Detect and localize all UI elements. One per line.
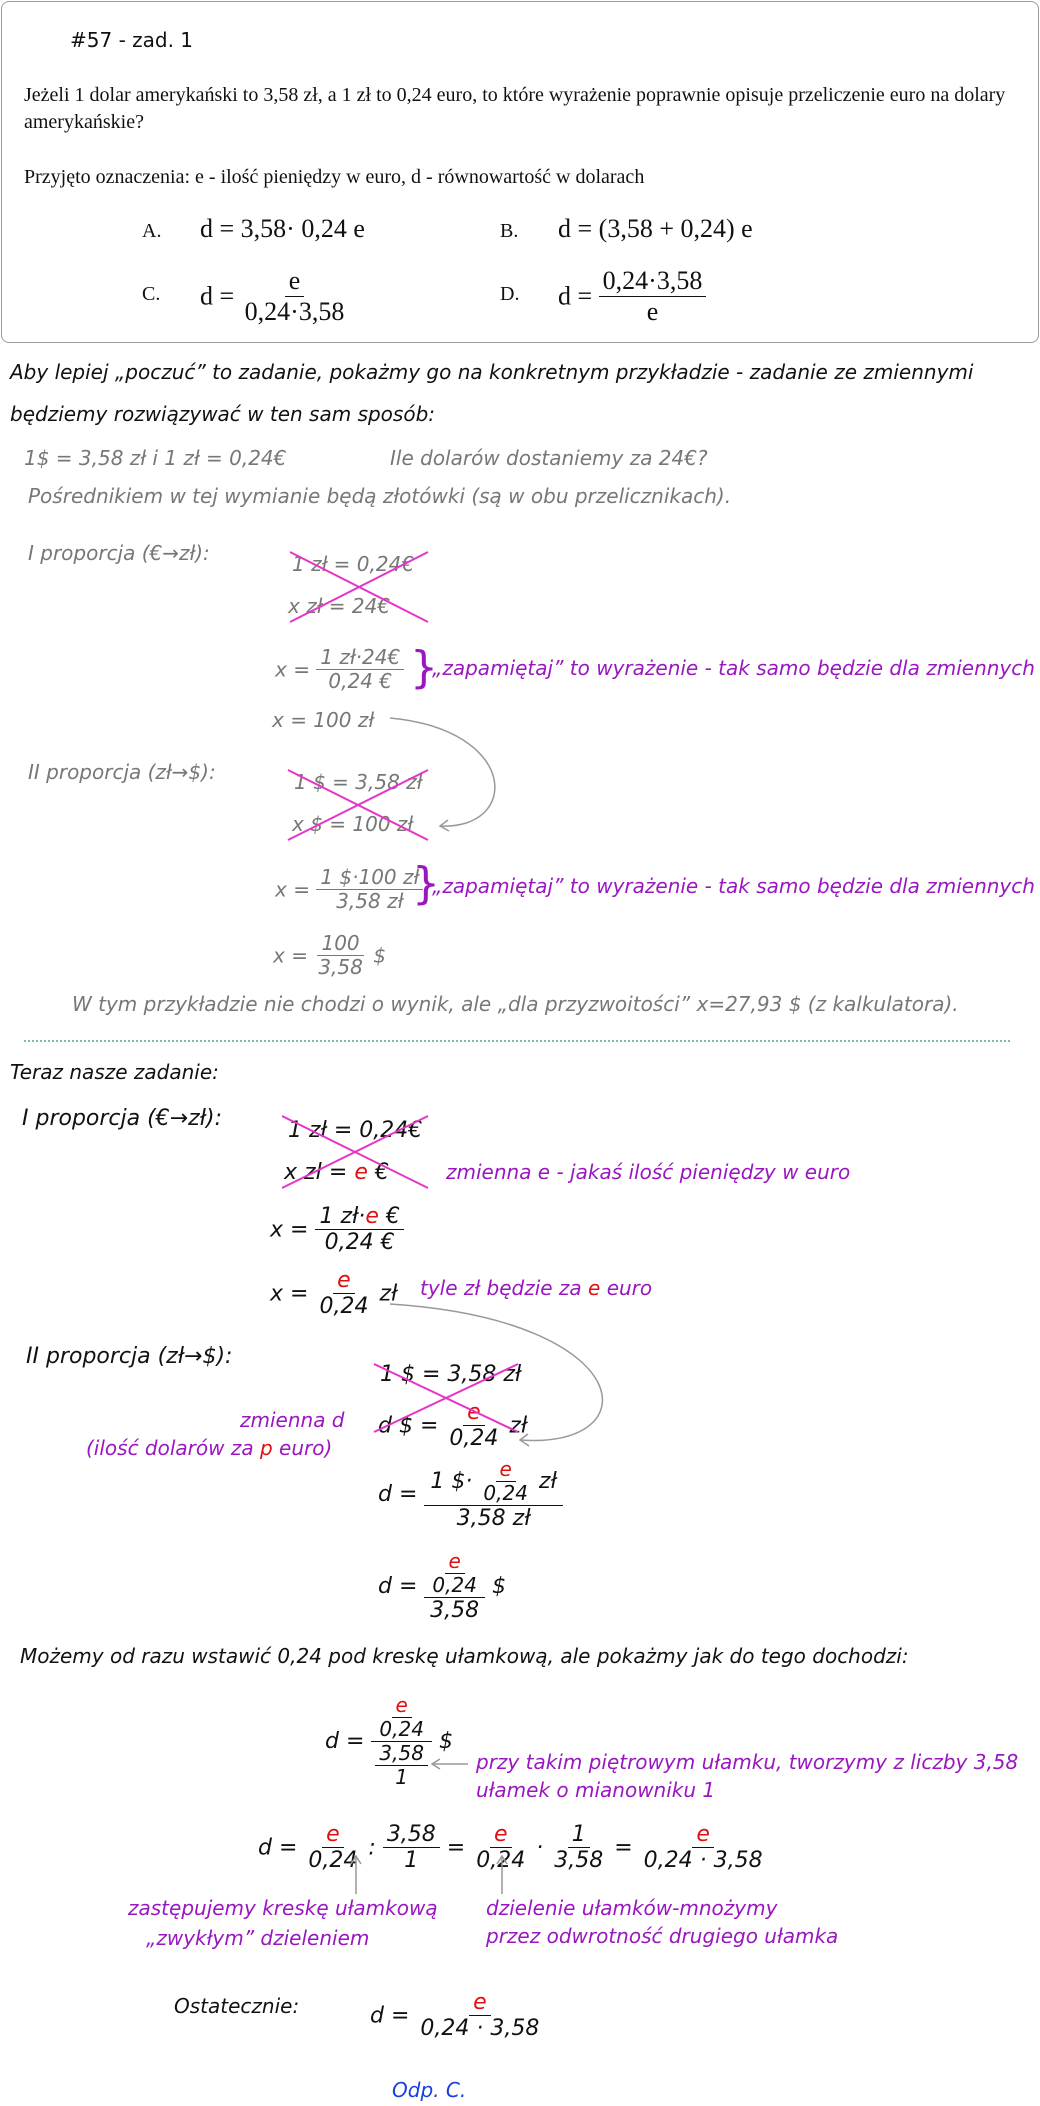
example-p2-result: x = $\frac{100}{3,58}$ $ <box>273 931 386 979</box>
solution-p2-row1: 1 $ = 3,58 zł <box>380 1362 522 1387</box>
option-b-expr: d = (3,58 + 0,24) e <box>558 214 753 243</box>
tower-note-line1: przy takim piętrowym ułamku, tworzymy z liczby 3,58 <box>476 1750 1019 1774</box>
solution-p2-label: II proporcja (zł→$): <box>26 1344 233 1369</box>
option-a-expr: d = 3,58· 0,24 e <box>200 214 365 243</box>
task-title: #57 - zad. 1 <box>70 28 194 52</box>
option-a-label: A. <box>142 220 162 242</box>
solution-p2-row2: d $ = $\frac{e}{0,24}$ zł <box>378 1400 528 1452</box>
final-label: Ostatecznie: <box>174 1994 300 2018</box>
answer: Odp. C. <box>392 2078 467 2102</box>
solution-p1-label: I proporcja (€→zł): <box>22 1106 222 1131</box>
tower-fraction: d = $\frac{\frac{e}{0,24}}{\frac{3,58}{1}}$ $ <box>325 1693 453 1789</box>
example-p2-row1: 1 $ = 3,58 zł <box>294 770 423 794</box>
var-e-note: zmienna e - jakaś ilość pieniędzy w euro <box>446 1160 851 1184</box>
example-p1-row1: 1 zł = 0,24€ <box>292 552 415 576</box>
note-right-line2: przez odwrotność drugiego ułamka <box>486 1924 839 1948</box>
solution-heading: Teraz nasze zadanie: <box>10 1060 219 1084</box>
example-p2-label: II proporcja (zł→$): <box>28 760 216 784</box>
option-b-label: B. <box>500 220 519 242</box>
example-p1-fraction: x = $\frac{1 zł\cdot 24€}{0,24 €}$ <box>275 646 404 693</box>
example-intro-line2: będziemy rozwiązywać w ten sam sposób: <box>10 402 436 426</box>
derivation-intro: Możemy od razu wstawić 0,24 pod kreskę ułamkową, ale pokażmy jak do tego dochodzi: <box>20 1644 909 1668</box>
example-note: W tym przykładzie nie chodzi o wynik, ale „dla przyzwoitości” x=27,93 $ (z kalkulatora). <box>72 992 959 1016</box>
example-remember-2: „zapamiętaj” to wyrażenie - tak samo będzie dla zmiennych <box>432 874 1035 898</box>
example-p1-result: x = 100 zł <box>272 708 375 732</box>
example-question: Ile dolarów dostaniemy za 24€? <box>390 446 708 470</box>
example-intermediary: Pośrednikiem w tej wymianie będą złotówki (są w obu przelicznikach). <box>28 484 732 508</box>
solution-p1-result: x = $\frac{e}{0,24}$ zł <box>270 1268 398 1320</box>
example-p2-row2: x $ = 100 zł <box>292 812 414 836</box>
note-left-line1: zastępujemy kreskę ułamkową <box>128 1896 438 1920</box>
var-d-line1: zmienna d <box>240 1408 345 1432</box>
var-d-line2: (ilość dolarów za p euro) <box>86 1436 333 1460</box>
example-p1-row2: x zł = 24€ <box>288 594 391 618</box>
example-intro-line1: Aby lepiej „poczuć” to zadanie, pokażmy go na konkretnym przykładzie - zadanie ze zmiennymi <box>10 360 974 384</box>
arrowhead <box>440 820 449 831</box>
option-c-label: C. <box>142 283 161 305</box>
option-c-expr: d = $\frac{e}{0,24\cdot 3,58}$ <box>200 266 345 326</box>
brace-1: } <box>410 642 438 693</box>
solution-p2-result: d = $\frac{\frac{e}{0,24}}{3,58}$ $ <box>378 1549 506 1623</box>
final-fraction: d = $\frac{e}{0,24 \cdot 3,58}$ <box>370 1990 540 2042</box>
solution-p1-row2: x zł = e € <box>284 1160 389 1185</box>
example-remember-1: „zapamiętaj” to wyrażenie - tak samo będzie dla zmiennych <box>432 656 1035 680</box>
example-p1-label: I proporcja (€→zł): <box>28 541 210 565</box>
derivation-steps: d = $\frac{e}{0,24}$ : $\frac{3,58}{1}$ = $\frac{e}{0,24}$ · $\frac{1}{3,58}$ = $\frac{e}{0,24 \cdot 3,58}$ <box>258 1822 763 1874</box>
example-p2-fraction: x = $\frac{1 \$\cdot 100 zł}{3,58 zł}$ <box>275 866 423 913</box>
solution-p1-fraction: x = $\frac{1 zł\cdot e €}{0,24 €}$ <box>270 1204 404 1256</box>
solution-p1-row1: 1 zł = 0,24€ <box>288 1118 423 1143</box>
example-rates: 1$ = 3,58 zł i 1 zł = 0,24€ <box>24 446 287 470</box>
task-question: Jeżeli 1 dolar amerykański to 3,58 zł, a 1 zł to 0,24 euro, to które wyrażenie poprawnie opisuje przeliczenie euro na dolary amerykańskie? <box>24 84 1006 133</box>
solution-p1-result-note: tyle zł będzie za e euro <box>420 1276 653 1300</box>
solution-p2-fraction: d = 1 $· $\frac{e}{0,24}$ zł 3,58 zł <box>378 1458 563 1531</box>
task-notation: Przyjęto oznaczenia: e - ilość pieniędzy w euro, d - równowartość w dolarach <box>24 166 645 188</box>
tower-note-line2: ułamek o mianowniku 1 <box>476 1778 716 1802</box>
brace-2: } <box>412 858 440 909</box>
section-divider <box>24 1040 1010 1042</box>
note-right-line1: dzielenie ułamków-mnożymy <box>486 1896 778 1920</box>
option-d-expr: d = $\frac{0,24\cdot 3,58}{e}$ <box>558 266 706 327</box>
option-d-label: D. <box>500 283 520 305</box>
note-left-line2: „zwykłym” dzieleniem <box>146 1926 370 1950</box>
